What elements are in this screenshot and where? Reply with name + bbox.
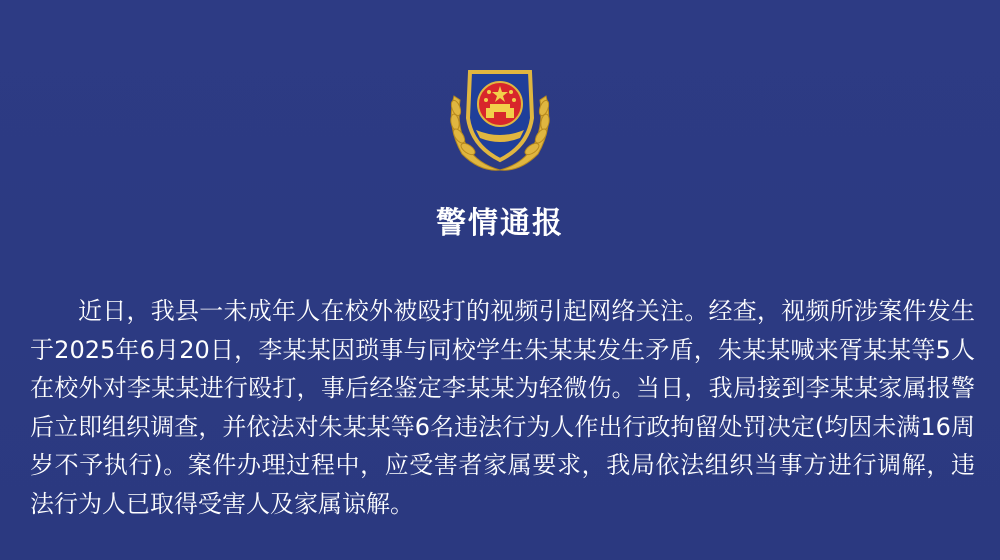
notice-paragraph: 近日，我县一未成年人在校外被殴打的视频引起网络关注。经查，视频所涉案件发生于2025年6月20日，李某某因琐事与同校学生朱某某发生矛盾，朱某某喊来胥某某等5人在校外对李某某进行殴打，事后经鉴定李某某为轻微伤。当日，我局接到李某某家属报警后立即组织调查，并依法对朱某某等6名违法行为人作出行政拘留处罚决定(均因未满16周岁不予执行)。案件办理过程中，应受害者家属要求，我局依法组织当事方进行调解，违法行为人已取得受害人及家属谅解。 <box>30 297 975 518</box>
notice-title: 警情通报 <box>436 206 564 241</box>
police-emblem-icon <box>440 56 560 176</box>
